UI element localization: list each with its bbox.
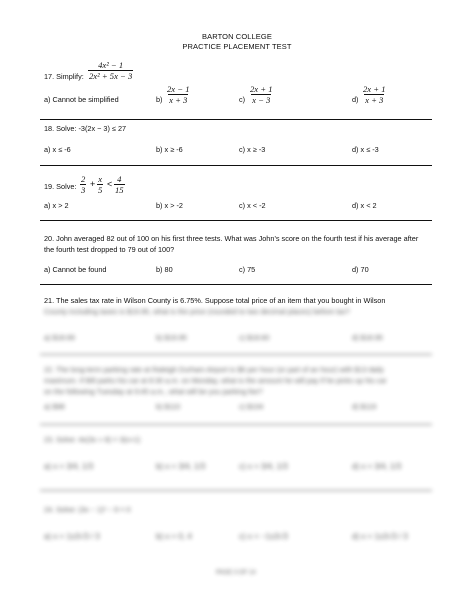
q17-option-c — [249, 84, 274, 105]
blurred-page-region — [0, 307, 474, 613]
section-divider — [40, 119, 432, 120]
less-than-sign: < — [107, 179, 113, 189]
q21-option-a: a) $18.69 — [44, 333, 75, 342]
q19-option-c: c) x < -2 — [239, 201, 266, 210]
college-name: BARTON COLLEGE — [202, 32, 272, 41]
q17-option-b-numerator: 2x − 1 — [167, 84, 190, 94]
q24-option-a: a) x = 1±3√3 / 3 — [44, 532, 100, 541]
q22-option-c: c) $104 — [239, 402, 264, 411]
q17-option-b-label: b) — [156, 95, 163, 104]
q24-option-c: c) x = −1±3√3 — [239, 532, 288, 541]
q22-prompt-line-1: 22. The long-term parking rate at Raleigh Durham Airport is $6 per hour (or part of an hour) with $13 daily — [44, 365, 384, 374]
q19-option-a: a) x > 2 — [44, 201, 69, 210]
q17-option-d-label: d) — [352, 95, 359, 104]
q17-prompt: 17. Simplify: — [44, 72, 84, 81]
q17-expression-denominator: 2x² + 5x − 3 — [89, 71, 133, 81]
q22-option-d: d) $119 — [352, 402, 377, 411]
q21-prompt: 21. The sales tax rate in Wilson County is 6.75%. Suppose total price of an item that you bought in Wilson — [44, 296, 386, 305]
q21-option-d: d) $18.95 — [352, 333, 383, 342]
q20-option-c: c) 75 — [239, 265, 256, 274]
q19-fraction-2-numerator: x — [98, 174, 103, 184]
q17-option-d-denominator: x + 3 — [365, 95, 384, 105]
q18-prompt: 18. Solve: -3(2x − 3) ≤ 27 — [44, 124, 127, 133]
q18-option-d: d) x ≤ -3 — [352, 145, 379, 154]
section-divider — [40, 165, 432, 166]
test-title: PRACTICE PLACEMENT TEST — [182, 42, 292, 51]
q19-fraction-2-denominator: 5 — [98, 185, 103, 195]
section-divider — [40, 354, 432, 355]
q19-fraction-3 — [114, 174, 125, 195]
q24-option-b: b) x = 0, 4 — [156, 532, 192, 541]
section-divider — [40, 284, 432, 285]
q23-option-d: d) x = 3/4, 1/3 — [352, 462, 402, 471]
q20-option-d: d) 70 — [352, 265, 369, 274]
q20-option-a: a) Cannot be found — [44, 265, 107, 274]
section-divider — [40, 220, 432, 221]
plus-sign: + — [90, 179, 96, 189]
q17-option-d — [362, 84, 387, 105]
q20-prompt: 20. John averaged 82 out of 100 on his first three tests. What was John’s score on the fourth test if his average after the fourth test dropped to 79 out of 100? — [44, 234, 419, 254]
q19-fraction-3-denominator: 15 — [115, 185, 124, 195]
q19-fraction-1-denominator: 3 — [81, 185, 86, 195]
q22-prompt-line-2: maximum. If Bill parks his car at 8:30 a.m. on Monday, what is the amount he will pay if he picks up his car — [44, 376, 387, 385]
q21-option-b: b) $19.95 — [156, 333, 187, 342]
q17-option-b — [166, 84, 191, 105]
q22-option-a: a) $98 — [44, 402, 65, 411]
q17-expression — [88, 60, 133, 81]
q17-option-c-label: c) — [239, 95, 246, 104]
q23-option-c: c) x = 3/4, 1/3 — [239, 462, 288, 471]
section-divider — [40, 424, 432, 425]
q19-fraction-1 — [80, 174, 86, 195]
q19-fraction-3-numerator: 4 — [117, 174, 122, 184]
q21-option-c: c) $18.60 — [239, 333, 270, 342]
q22-option-b: b) $110 — [156, 402, 181, 411]
q18-option-a: a) x ≤ -6 — [44, 145, 71, 154]
q18-option-c: c) x ≥ -3 — [239, 145, 266, 154]
q20-option-b: b) 80 — [156, 265, 173, 274]
page-number: PAGE 3 OF 14 — [216, 570, 256, 576]
q19-fraction-1-numerator: 2 — [81, 174, 86, 184]
q24-prompt: 24. Solve: (3x − 1)² − 9 = 0 — [44, 505, 131, 514]
q24-option-d: d) x = 1±3√3 / 3 — [352, 532, 408, 541]
q19-prompt: 19. Solve: — [44, 182, 77, 191]
q17-option-a: a) Cannot be simplified — [44, 95, 119, 104]
q19-option-b: b) x > -2 — [156, 201, 183, 210]
q23-prompt: 23. Solve: 4x(3x + 8) = 3(x+1) — [44, 435, 141, 444]
q19-fraction-2 — [97, 174, 103, 195]
q18-option-b: b) x ≥ -6 — [156, 145, 183, 154]
q19-option-d: d) x < 2 — [352, 201, 377, 210]
q23-option-a: a) x = 3/4, 1/3 — [44, 462, 94, 471]
section-divider — [40, 490, 432, 491]
q17-option-c-denominator: x − 3 — [252, 95, 271, 105]
q23-option-b: b) x = 3/4, 1/3 — [156, 462, 206, 471]
q17-expression-numerator: 4x² − 1 — [98, 60, 124, 70]
q17-option-c-numerator: 2x + 1 — [250, 84, 273, 94]
q21-prompt-line-2: County including taxes is $19.95, what is the price (rounded to two decimal places) before tax? — [44, 307, 350, 316]
q17-option-d-numerator: 2x + 1 — [363, 84, 386, 94]
q17-option-b-denominator: x + 3 — [169, 95, 188, 105]
q22-prompt-line-3: on the following Tuesday at 9:45 a.m., what will be you parking fee? — [44, 387, 263, 396]
